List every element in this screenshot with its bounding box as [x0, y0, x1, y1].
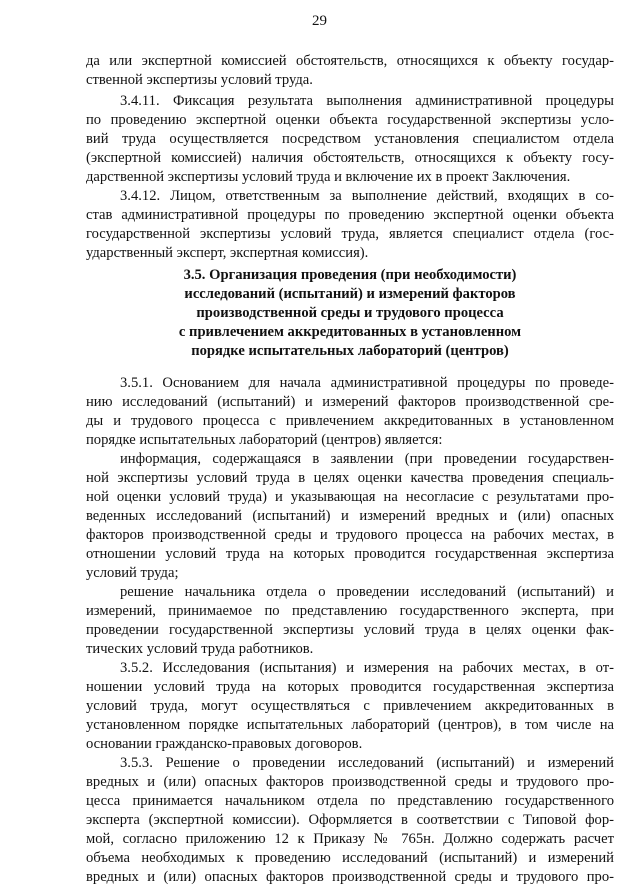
text-line: тических условий труда работников. — [86, 641, 314, 657]
text-line: вий труда осуществляется посредством установления специалистом отдела — [86, 131, 614, 147]
text-line: эксперта (экспертной комиссии). Оформляется в соответствии с Типовой фор- — [86, 812, 614, 828]
paragraph-3-5-1 — [86, 374, 614, 450]
text-line: проведении государственной экспертизы условий труда в целях оценки фак- — [86, 622, 614, 638]
paragraph-3-5-2 — [86, 659, 614, 754]
text-line: 3.4.11. Фиксация результата выполнения административной процедуры — [120, 93, 614, 109]
text-line: условий труда; — [86, 565, 179, 581]
text-line: 3.5.3. Решение о проведении исследований (испытаний) и измерений — [120, 755, 614, 771]
text-line: 3.5.1. Основанием для начала административной процедуры по проведе- — [120, 375, 614, 391]
text-line: да или экспертной комиссией обстоятельств, относящихся к объекту государ- — [86, 53, 614, 69]
text-line: нию исследований (испытаний) и измерений факторов производственной сре- — [86, 394, 614, 410]
text-line: отношении условий труда на которых проводится государственная экспертиза — [86, 546, 614, 562]
text-line: ной оценки условий труда) и указывающая на несогласие с результатами про- — [86, 489, 614, 505]
text-line: 3.5.2. Исследования (испытания) и измерения на рабочих местах, в от- — [120, 660, 614, 676]
text-line: (экспертной комиссией) наличия обстоятельств, относящихся к объекту госу- — [86, 150, 614, 166]
text-line: по проведению экспертной оценки объекта государственной экспертизы усло- — [86, 112, 614, 128]
text-line: государственной экспертизы условий труда, является специалист отдела (гос- — [86, 226, 614, 242]
text-line: ударственный эксперт, экспертная комиссия). — [86, 245, 369, 261]
heading-line: исследований (испытаний) и измерений факторов — [184, 286, 516, 302]
text-line: ственной экспертизы условий труда. — [86, 72, 313, 88]
heading-line: производственной среды и трудового процесса — [196, 305, 504, 321]
text-line: порядке испытательных лабораторий (центров) является: — [86, 432, 443, 448]
paragraph-continuation — [86, 52, 614, 90]
text-line: установленном порядке испытательных лабораторий (центров), в том числе на — [86, 717, 614, 733]
text-line: ной экспертизы условий труда в целях оценки качества проведения специаль- — [86, 470, 614, 486]
paragraph-decision — [86, 583, 614, 659]
text-line: информация, содержащаяся в заявлении (при проведении государствен- — [120, 451, 614, 467]
text-line: ношении условий труда на которых проводится государственная экспертиза — [86, 679, 614, 695]
heading-line: порядке испытательных лабораторий (центров) — [191, 343, 509, 359]
text-line: условий труда, могут осуществляться с привлечением аккредитованных в — [86, 698, 614, 714]
text-line: 3.4.12. Лицом, ответственным за выполнение действий, входящих в со- — [120, 188, 614, 204]
text-line: став административной процедуры по проведению экспертной оценки объекта — [86, 207, 614, 223]
text-line: веденных исследований (испытаний) и измерений вредных и (или) опасных — [86, 508, 614, 524]
paragraph-3-5-3 — [86, 754, 614, 887]
text-line: мой, согласно приложению 12 к Приказу № 765н. Должно содержать расчет — [86, 831, 614, 847]
text-line: дарственной экспертизы условий труда и включение их в проект Заключения. — [86, 169, 571, 185]
page-number: 29 — [312, 13, 327, 29]
section-heading-3-5 — [86, 266, 614, 361]
paragraph-3-4-11 — [86, 92, 614, 187]
text-line: ды и трудового процесса с привлечением аккредитованных в установленном — [86, 413, 614, 429]
text-line: объема необходимых к проведению исследований (испытаний) и измерений — [86, 850, 614, 866]
heading-line: 3.5. Организация проведения (при необходимости) — [183, 267, 517, 283]
paragraph-3-4-12 — [86, 187, 614, 263]
text-line: вредных и (или) опасных факторов производственной среды и трудового про- — [86, 869, 614, 885]
text-line: факторов производственной среды и трудового процесса на рабочих местах, в — [86, 527, 614, 543]
text-line: измерений, принимаемое по представлению государственного эксперта, при — [86, 603, 614, 619]
text-line: решение начальника отдела о проведении исследований (испытаний) и — [120, 584, 614, 600]
text-line: вредных и (или) опасных факторов производственной среды и трудового про- — [86, 774, 614, 790]
text-line: цесса принимается начальником отдела по представлению государственного — [86, 793, 614, 809]
paragraph-information — [86, 450, 614, 583]
text-line: основании гражданско-правовых договоров. — [86, 736, 363, 752]
heading-line: с привлечением аккредитованных в установленном — [178, 324, 522, 340]
